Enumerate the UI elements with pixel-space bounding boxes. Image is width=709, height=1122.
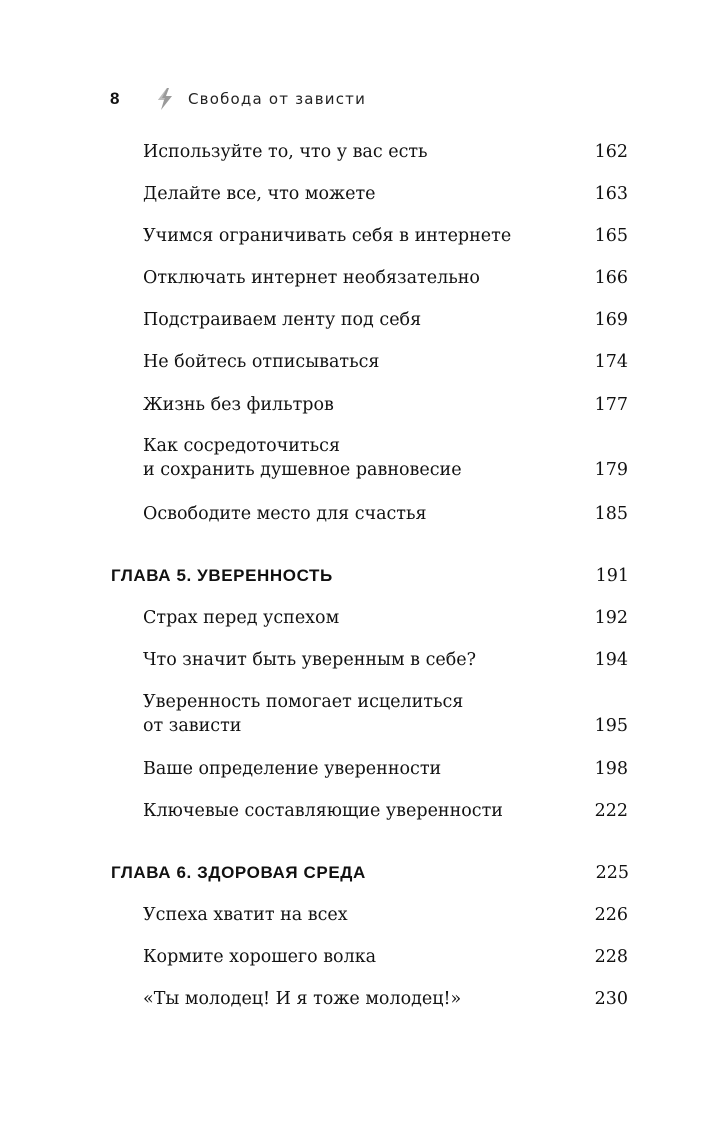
toc-entry — [143, 350, 628, 374]
toc-entry-title: Ваше определение уверенности — [143, 759, 442, 779]
page-number: 8 — [110, 89, 120, 108]
toc-entry-page: 192 — [594, 608, 628, 628]
toc-entry-title: Подстраиваем ленту под себя — [143, 310, 422, 330]
toc-entry-page: 226 — [594, 905, 628, 925]
toc-entry-page: 198 — [594, 759, 628, 779]
toc-entry-page: 177 — [594, 395, 628, 415]
chapter-page: 191 — [595, 566, 629, 586]
toc-entry — [143, 434, 628, 482]
toc-entry — [143, 945, 628, 969]
toc-entry-title: «Ты молодец! И я тоже молодец!» — [143, 989, 462, 1009]
toc-entry-title: Не бойтесь отписываться — [143, 352, 380, 372]
toc-entry-title: Страх перед успехом — [143, 608, 340, 628]
toc-entry-page: 169 — [594, 310, 628, 330]
toc-entry — [143, 393, 628, 417]
toc-entry-page: 195 — [594, 716, 628, 736]
toc-entry-page: 179 — [594, 460, 628, 480]
toc-entry — [143, 648, 628, 672]
toc-entry-page: 174 — [594, 352, 628, 372]
toc-entry-title: Как сосредоточиться и сохранить душевное равновесие — [143, 436, 462, 480]
toc-entry — [143, 266, 628, 290]
toc-entry-page: 165 — [594, 226, 628, 246]
toc-entry-page: 228 — [594, 947, 628, 967]
toc-entry-title: Ключевые составляющие уверенности — [143, 801, 503, 821]
chapter-page: 225 — [595, 863, 629, 883]
chapter-heading — [111, 564, 629, 588]
toc-entry-page: 194 — [594, 650, 628, 670]
toc-entry-title: Учимся ограничивать себя в интернете — [143, 226, 512, 246]
toc-entry-page: 163 — [594, 184, 628, 204]
toc-entry-page: 185 — [594, 504, 628, 524]
toc-entry-title: Что значит быть уверенным в себе? — [143, 650, 477, 670]
toc-entry-title: Жизнь без фильтров — [143, 395, 334, 415]
toc-entry — [143, 140, 628, 164]
toc-entry-title: Используйте то, что у вас есть — [143, 142, 428, 162]
toc-entry — [143, 502, 628, 526]
toc-entry-page: 166 — [594, 268, 628, 288]
page-header — [110, 86, 366, 112]
toc-entry-page: 222 — [594, 801, 628, 821]
lightning-bolt-icon — [154, 87, 176, 111]
toc-entry — [143, 799, 628, 823]
toc-entry — [143, 987, 628, 1011]
toc-entry — [143, 224, 628, 248]
toc-entry-title: Делайте все, что можете — [143, 184, 376, 204]
toc-entry — [143, 606, 628, 630]
chapter-title: ГЛАВА 6. ЗДОРОВАЯ СРЕДА — [111, 863, 366, 882]
toc-entry-title: Освободите место для счастья — [143, 504, 427, 524]
running-title: Свобода от зависти — [188, 90, 367, 108]
toc-entry-title: Успеха хватит на всех — [143, 905, 348, 925]
toc-entry-title: Отключать интернет необязательно — [143, 268, 480, 288]
toc-entry — [143, 757, 628, 781]
toc-entry — [143, 690, 628, 738]
toc-entry-title: Кормите хорошего волка — [143, 947, 377, 967]
toc-entry — [143, 182, 628, 206]
toc-entry — [143, 903, 628, 927]
chapter-heading — [111, 861, 629, 885]
toc-entry-page: 162 — [594, 142, 628, 162]
chapter-title: ГЛАВА 5. УВЕРЕННОСТЬ — [111, 566, 333, 585]
toc-entry-title: Уверенность помогает исцелиться от зависти — [143, 692, 464, 736]
toc-entry-page: 230 — [594, 989, 628, 1009]
toc-entry — [143, 308, 628, 332]
